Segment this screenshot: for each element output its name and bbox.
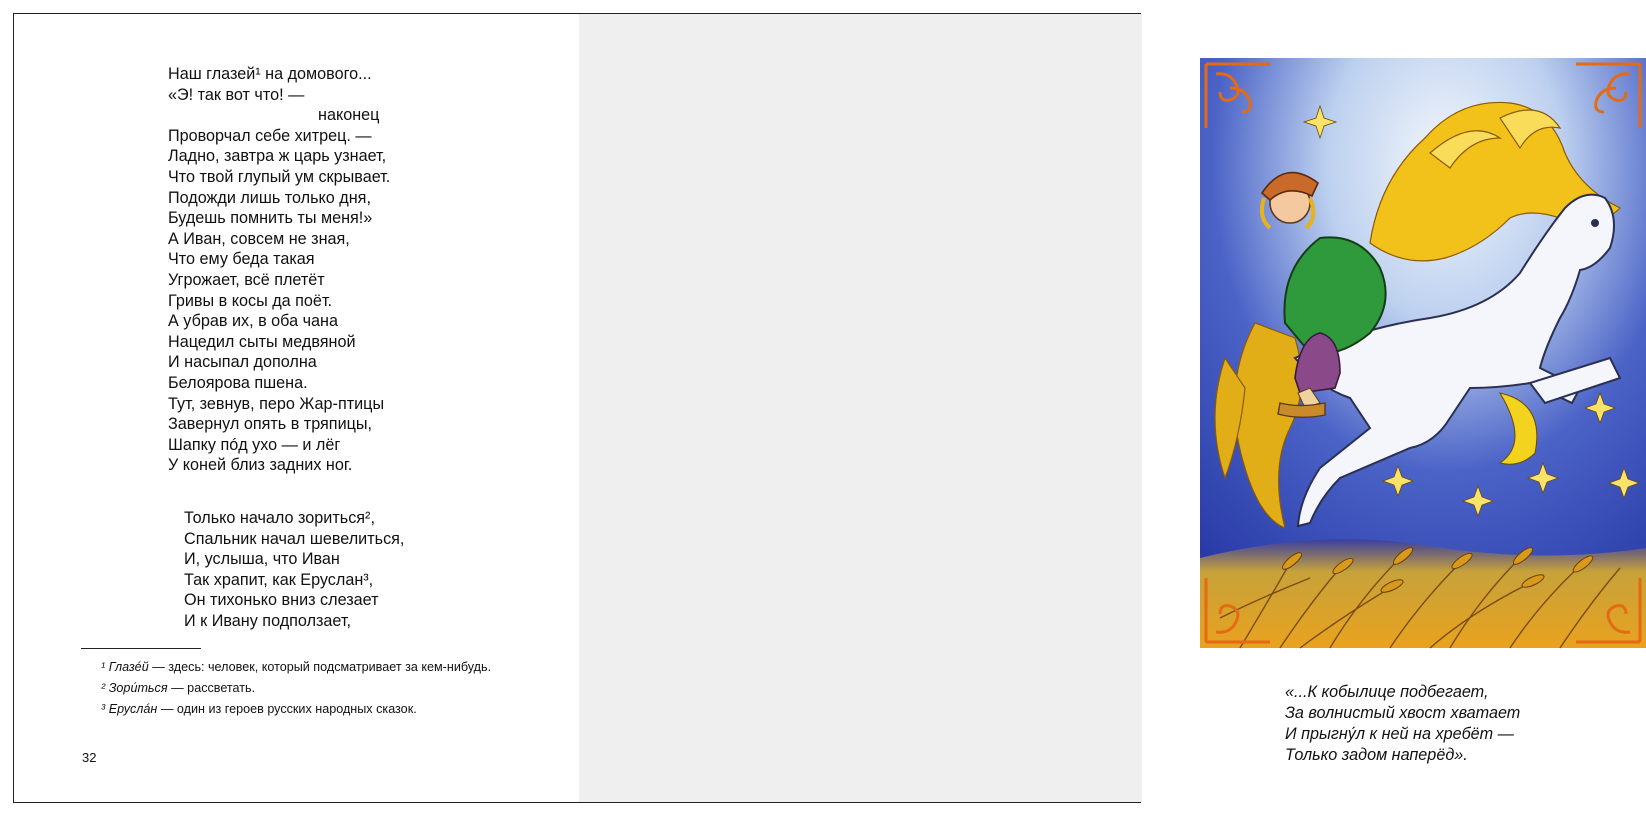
footnote-2 [81,678,526,699]
verse-line: Наш глазей¹ на домового... [168,65,372,83]
footnote-mark: ¹ [101,660,106,674]
verse-line: Проворчал себе хитрец. — [168,126,372,145]
left-page [14,14,579,802]
wheat-field [1200,539,1646,648]
verse-line: А Иван, совсем не зная, [168,229,350,248]
verse-line: И, услыша, что Иван [184,550,340,569]
footnote-3 [81,699,526,720]
footnote-divider [81,648,201,649]
verse-line: Ладно, завтра ж царь узнает, [168,147,387,166]
verse-line: Будешь помнить ты меня!» [168,209,373,228]
footnote-term: Глазéй [108,660,149,674]
caption-line: Только задом наперёд». [1285,746,1468,764]
caption-line: «...К кобылице подбегает, [1285,683,1489,701]
illustration-caption [1285,682,1520,766]
verse-line: наконец [318,106,380,125]
verse-line: Белоярова пшена. [168,373,308,392]
footnote-term: Еруслáн [108,702,158,716]
verse-line: Только начало зориться², [184,509,375,527]
verse-line: Спальник начал шевелиться, [184,529,405,548]
verse-line: Что ему беда такая [168,250,315,269]
caption-line: За волнистый хвост хватает [1285,704,1521,722]
right-page [579,14,1521,802]
footnote-text: — здесь: человек, который подсматривает за кем-нибудь. [148,660,492,674]
illustration-ivan-on-horse [1200,58,1646,648]
verse-line: Что твой глупый ум скрывает. [168,167,391,186]
footnote-mark: ³ [101,702,106,716]
footnote-text: — рассветать. [167,681,256,695]
footnote-1 [81,657,526,678]
footnote-text: — один из героев русских народных сказок. [157,702,417,716]
footnote-mark: ² [101,681,106,695]
caption-line: И прыгну́л к ней на хребёт — [1285,725,1514,743]
verse-line: И насыпал дополна [168,353,317,372]
verse-line: Шапку пóд ухо — и лёг [168,435,341,454]
verse-line: Он тихонько вниз слезает [184,591,379,610]
verse-line: Подожди лишь только дня, [168,188,371,207]
footnote-term: Зори́ться [108,681,168,695]
page-number: 32 [82,750,97,765]
verse-line: Так храпит, как Еруслан³, [184,570,374,589]
verse-line: Угрожает, всё плетёт [168,270,325,289]
verse-line: А убрав их, в оба чана [168,312,338,331]
verse-line: «Э! так вот что! — [168,85,305,104]
book-spread [13,13,1521,803]
verse-line: У коней близ задних ног. [168,456,353,475]
verse-line: Гривы в косы да поёт. [168,291,333,310]
verse-part-2 [184,508,404,632]
verse-line: Тут, зевнув, перо Жар-птицы [168,394,385,413]
verse-line: Нацедил сыты медвяной [168,332,356,351]
verse-line: И к Ивану подползает, [184,611,352,630]
illustration-svg [1200,58,1646,648]
verse-part-1 [168,64,390,476]
verse-line: Завернул опять в тряпицы, [168,415,373,434]
footnotes [81,657,526,720]
